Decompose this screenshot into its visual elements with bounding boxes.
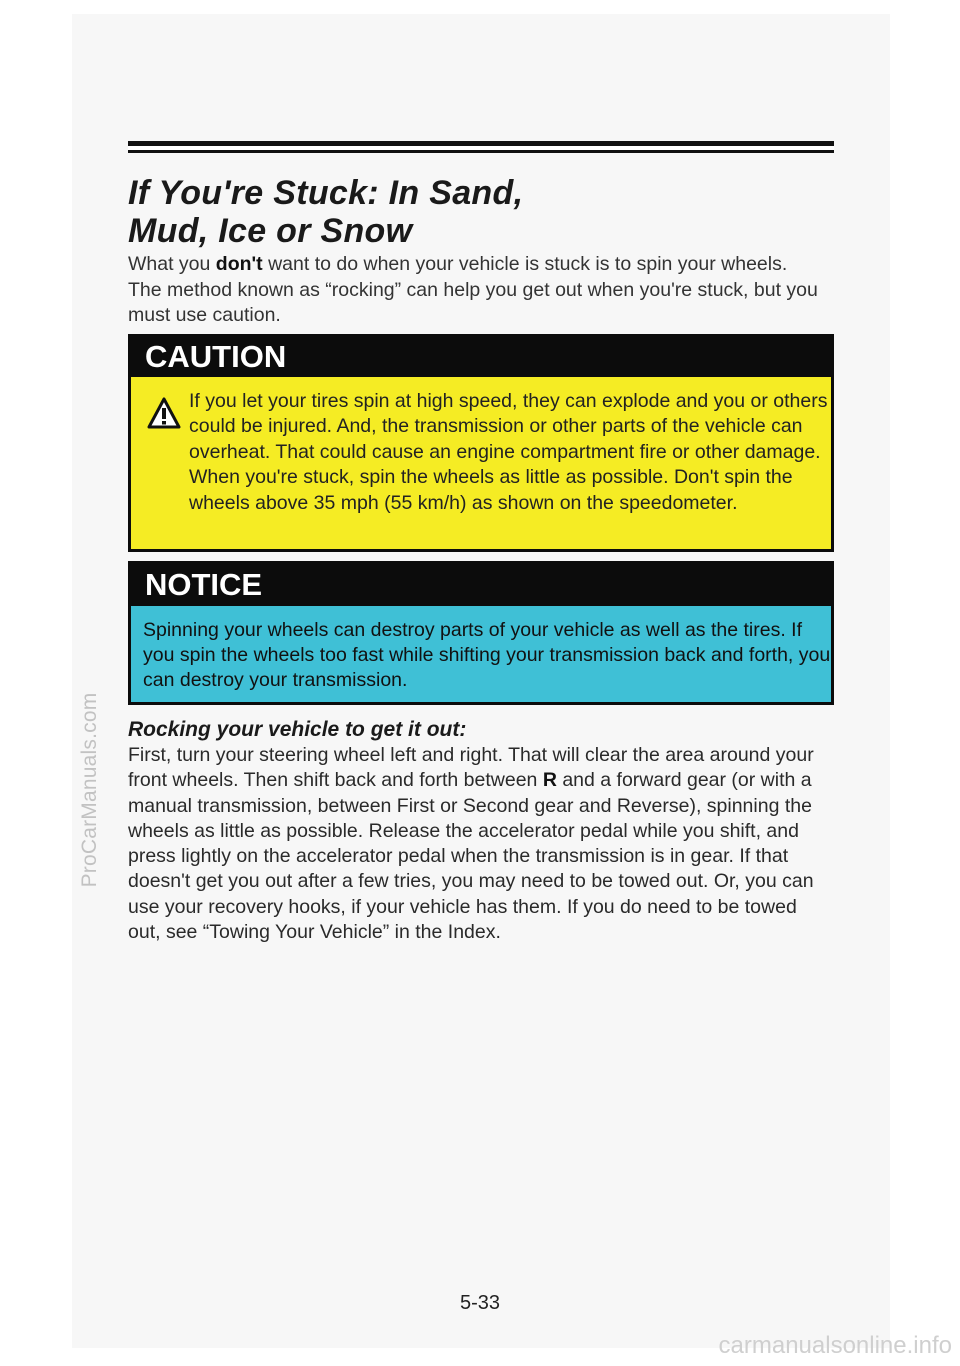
section-title-line-1: If You're Stuck: In Sand, xyxy=(128,174,524,212)
rocking-subheading: Rocking your vehicle to get it out: xyxy=(128,718,467,741)
caution-label: CAUTION xyxy=(131,337,831,377)
intro-paragraph xyxy=(128,252,818,329)
warning-triangle-icon xyxy=(147,397,181,429)
rocking-after: and a forward gear (or with a manual transmission, between First or Second gear and Reverse), spinning the wheels as little as possible. Release the accelerator pedal while you shift, and press lightly on the accelerator pedal when the transmission is in gear. If that doesn't get you out after a few tries, you may need to be towed out. Or, you can use your recovery hooks, if your vehicle has them. If you do need to be towed out, see “Towing Your Vehicle” in the Index. xyxy=(128,769,814,944)
notice-box xyxy=(128,561,834,705)
caution-text: If you let your tires spin at high speed, they can explode and you or others could be injured. And, the transmission or other parts of the vehicle can overheat. That could cause an engine compartment fire or other damage. When you're stuck, spin the wheels as little as possible. Don't spin the wheels above 35 mph (55 km/h) as shown on the speedometer. xyxy=(189,390,828,514)
bottom-watermark: carmanualsonline.info xyxy=(718,1332,952,1359)
section-title-line-2: Mud, Ice or Snow xyxy=(128,212,413,250)
page-number: 5-33 xyxy=(459,1292,501,1314)
intro-after: want to do when your vehicle is stuck is to spin your wheels. The method known as “rocking” can help you get out when you're stuck, but you must use caution. xyxy=(128,253,818,326)
section-title xyxy=(128,174,523,250)
notice-text: Spinning your wheels can destroy parts of your vehicle as well as the tires. If you spin the wheels too fast while shifting your transmission back and forth, you can destroy your transmission. xyxy=(143,619,831,692)
side-watermark: ProCarManuals.com xyxy=(78,692,101,888)
notice-label: NOTICE xyxy=(131,564,831,606)
rocking-paragraph xyxy=(128,743,828,945)
reverse-gear-label: R xyxy=(542,769,557,792)
section-rule xyxy=(128,141,834,153)
rocking-before: First, turn your steering wheel left and right. That will clear the area around your front wheels. Then shift back and forth between xyxy=(128,744,814,792)
intro-before: What you xyxy=(128,253,216,275)
caution-box xyxy=(128,334,834,552)
intro-emphasis: don't xyxy=(215,253,263,275)
